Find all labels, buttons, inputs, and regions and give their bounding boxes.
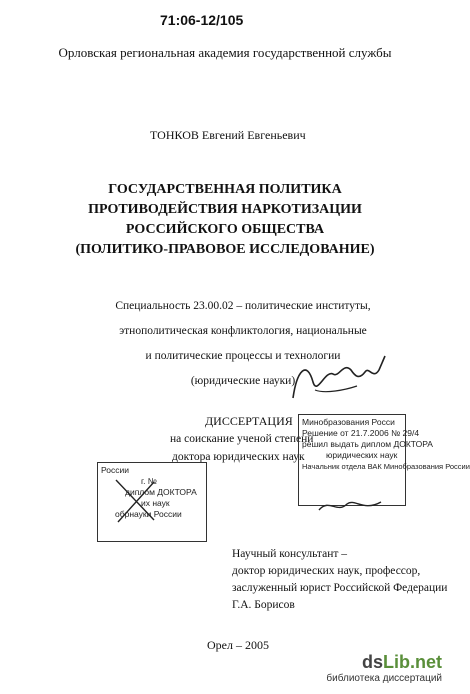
title-line: ПРОТИВОДЕЙСТВИЯ НАРКОТИЗАЦИИ (88, 202, 362, 217)
advisor-line: Г.А. Борисов (232, 599, 295, 611)
specialty-line: (юридические науки) (190, 375, 296, 387)
vak-stamp: Минобразования Росси Решение от 21.7.2006 № 29/4 решил выдать диплом ДОКТОРА юридических наук Начальник отдела ВАК Минобразования России (298, 414, 406, 506)
degree-line: на соискание ученой степени (170, 433, 314, 445)
advisor-line: Научный консультант – (232, 548, 347, 560)
title-line: ГОСУДАРСТВЕННАЯ ПОЛИТИКА (108, 182, 342, 197)
watermark-logo: dsLib.net (361, 652, 442, 672)
author-name: ТОНКОВ Евгений Евгеньевич (150, 128, 306, 142)
dissertation-title (0, 180, 450, 260)
ministry-stamp: России г. № диплом ДОКТОРА их наук обрнауки России (97, 462, 207, 542)
city-year: Орел – 2005 (207, 638, 269, 652)
title-line: (ПОЛИТИКО-ПРАВОВОЕ ИССЛЕДОВАНИЕ) (75, 242, 375, 257)
advisor-line: доктор юридических наук, профессор, (232, 565, 421, 577)
stamp-signature (315, 494, 385, 518)
watermark-subtitle: библиотека диссертаций (326, 673, 442, 684)
advisor-line: заслуженный юрист Российской Федерации (232, 582, 448, 594)
organization-name: Орловская региональная академия государственной службы (58, 45, 392, 60)
signature (285, 350, 395, 410)
specialty-line: и политические процессы и технологии (145, 350, 341, 362)
stamp-signature (110, 476, 160, 526)
watermark (326, 652, 442, 684)
specialty-line: этнополитическая конфликтология, национальные (119, 325, 367, 337)
title-line: РОССИЙСКОГО ОБЩЕСТВА (125, 222, 325, 237)
dissertation-heading: ДИССЕРТАЦИЯ (205, 414, 293, 428)
degree-line: доктора юридических наук (172, 451, 305, 463)
archive-code: 71:06-12/105 (160, 12, 244, 28)
specialty-line: Специальность 23.00.02 – политические институты, (115, 300, 371, 312)
